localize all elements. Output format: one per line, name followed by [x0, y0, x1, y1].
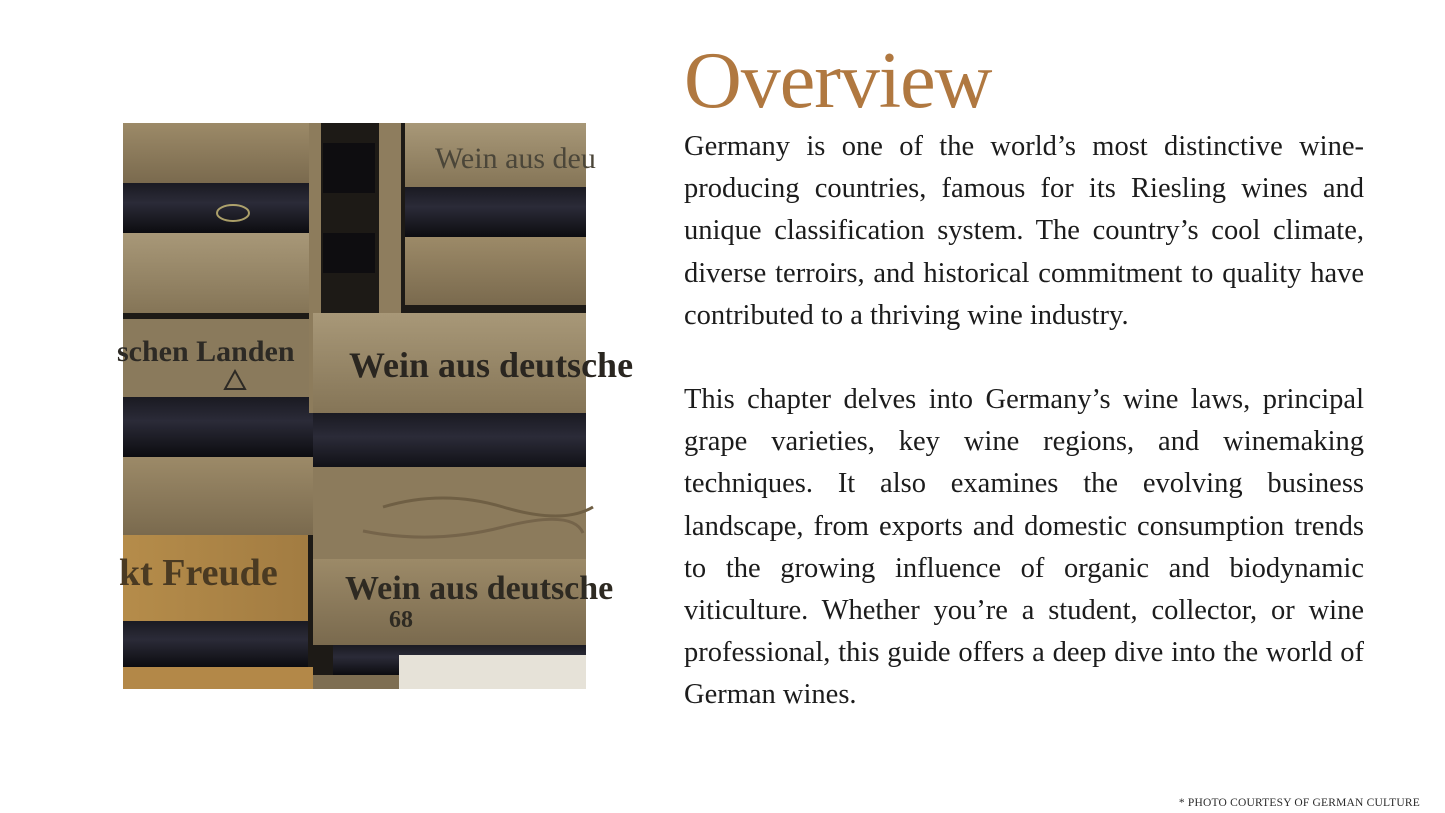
intro-paragraph: Germany is one of the world’s most distinctive wine-producing countries, famous for its Riesling wines and unique classification system. The country’s cool climate, diverse terroirs, and historical commitment to quality have contributed to a thriving wine industry.	[684, 131, 1364, 331]
overview-content	[684, 36, 1364, 717]
crate-label-4: kt Freude	[119, 552, 278, 594]
page-title: Overview	[684, 37, 992, 125]
wine-crates-illustration	[117, 123, 634, 689]
crate-label-3: Wein aus deutsche	[349, 345, 634, 385]
crate-label-5: Wein aus deutsche	[345, 570, 614, 607]
chapter-paragraph: This chapter delves into Germany’s wine laws, principal grape varieties, key wine regions, and winemaking techniques. It also examines the evolving business landscape, from exports and domestic consumption trends to the growing influence of organic and biodynamic viticulture. Whether you’re a student, collector, or wine professional, this guide offers a deep dive into the world of German wines.	[684, 384, 1364, 711]
crate-label-2: schen Landen	[117, 335, 295, 368]
photo-credit: * PHOTO COURTESY OF GERMAN CULTURE	[1178, 797, 1420, 809]
wine-crates-photo	[117, 123, 634, 689]
crate-label-6: 68	[389, 607, 413, 633]
crate-label-1: Wein aus deu	[435, 142, 596, 175]
